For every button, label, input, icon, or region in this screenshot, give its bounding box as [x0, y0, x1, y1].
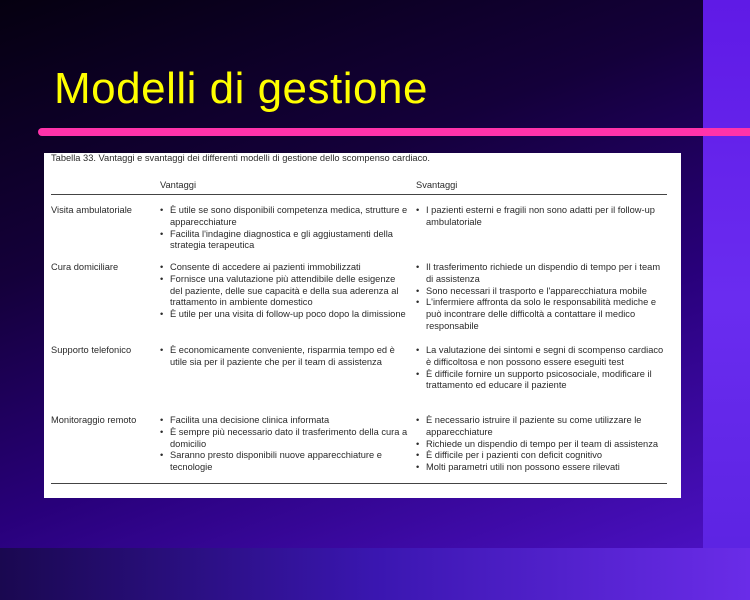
svantaggi-item: • Il trasferimento richiede un dispendio di tempo per i team di assistenza	[416, 262, 668, 286]
vantaggi-list	[160, 415, 408, 474]
svantaggi-item: • La valutazione dei sintomi e segni di scompenso cardiaco è difficoltosa e non possono essere eseguiti test	[416, 345, 668, 369]
table-caption: Tabella 33. Vantaggi e svantaggi dei differenti modelli di gestione dello scompenso cardiaco.	[51, 153, 431, 163]
vantaggi-item: • Saranno presto disponibili nuove apparecchiature e tecnologie	[160, 450, 408, 474]
svantaggi-item: • L'infermiere affronta da solo le responsabilità mediche e può incontrare delle difficoltà a contattare il medico responsabile	[416, 297, 668, 332]
svantaggi-list	[416, 262, 668, 333]
row-label: Cura domiciliare	[51, 262, 119, 272]
vantaggi-list	[160, 345, 408, 369]
vantaggi-item: • È sempre più necessario dato il trasferimento della cura a domicilio	[160, 427, 408, 451]
slide-title: Modelli di gestione	[54, 64, 428, 113]
vantaggi-item: • Consente di accedere ai pazienti immobilizzati	[160, 262, 408, 274]
slide-bottom-band	[0, 548, 750, 600]
title-underline	[38, 128, 750, 136]
row-label: Visita ambulatoriale	[51, 205, 132, 215]
svantaggi-item: • Molti parametri utili non possono essere rilevati	[416, 462, 668, 474]
svantaggi-item: • È difficile fornire un supporto psicosociale, modificare il trattamento ed educare il paziente	[416, 369, 668, 393]
vantaggi-item: • È utile per una visita di follow-up poco dopo la dimissione	[160, 309, 408, 321]
table-image	[44, 153, 681, 498]
vantaggi-item: • È economicamente conveniente, risparmia tempo ed è utile sia per il paziente che per il team di assistenza	[160, 345, 408, 369]
row-label: Supporto telefonico	[51, 345, 132, 355]
svantaggi-list	[416, 415, 668, 474]
header-svantaggi: Svantaggi	[416, 180, 458, 190]
vantaggi-list	[160, 205, 408, 252]
vantaggi-list	[160, 262, 408, 321]
svantaggi-item: • I pazienti esterni e fragili non sono adatti per il follow-up ambulatoriale	[416, 205, 668, 229]
slide-right-band	[703, 0, 750, 600]
vantaggi-item: • Fornisce una valutazione più attendibile delle esigenze del paziente, delle sue capacità e della sua aderenza al trattamento in ambiente domestico	[160, 274, 408, 309]
table-bottom-rule	[51, 483, 667, 484]
header-vantaggi: Vantaggi	[160, 180, 197, 190]
svantaggi-item: • Richiede un dispendio di tempo per il team di assistenza	[416, 439, 668, 451]
vantaggi-item: • Facilita l'indagine diagnostica e gli aggiustamenti della strategia terapeutica	[160, 229, 408, 253]
row-label: Monitoraggio remoto	[51, 415, 137, 425]
svantaggi-list	[416, 345, 668, 392]
svantaggi-item: • È difficile per i pazienti con deficit cognitivo	[416, 450, 668, 462]
vantaggi-item: • È utile se sono disponibili competenza medica, strutture e apparecchiature	[160, 205, 408, 229]
header-divider	[51, 194, 667, 195]
svantaggi-item: • Sono necessari il trasporto e l'apparecchiatura mobile	[416, 286, 668, 298]
vantaggi-item: • Facilita una decisione clinica informata	[160, 415, 408, 427]
svantaggi-list	[416, 205, 668, 229]
svantaggi-item: • È necessario istruire il paziente su come utilizzare le apparecchiature	[416, 415, 668, 439]
